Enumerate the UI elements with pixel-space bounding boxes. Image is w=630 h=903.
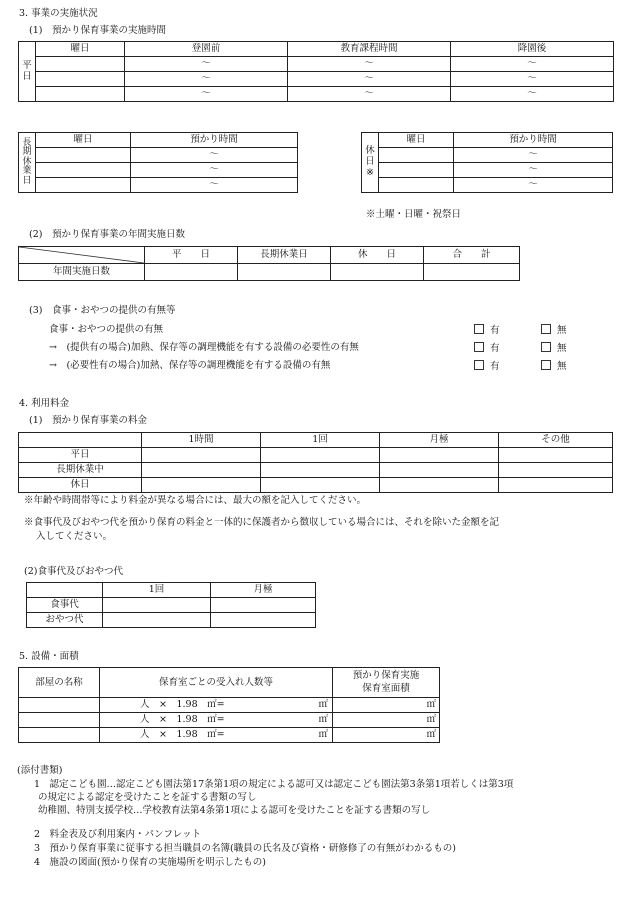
meal-fee-corner — [27, 583, 103, 598]
day-cell[interactable] — [36, 57, 125, 72]
fee-cell[interactable] — [261, 448, 380, 463]
day-cell[interactable] — [36, 148, 131, 163]
attachments-title: (添付書類) — [17, 765, 63, 776]
meal-row-2-yes[interactable]: 有 — [474, 342, 500, 354]
tilde-cell[interactable]: 〜 — [288, 72, 451, 87]
col-hours: 預かり時間 — [131, 133, 298, 148]
tilde-cell[interactable]: 〜 — [131, 148, 298, 163]
attachment-1c: 幼稚園、特別支援学校…学校教育法第4条第1項による認可を受けたことを証する書類の写し — [38, 805, 431, 816]
day-cell[interactable] — [36, 72, 125, 87]
col-1hour: 1時間 — [142, 433, 261, 448]
section-4-2-title: (2)食事代及びおやつ代 — [24, 566, 123, 577]
fee-note-2b: 入してください。 — [36, 531, 113, 542]
col-hours: 預かり時間 — [454, 133, 613, 148]
room-name-cell[interactable] — [19, 728, 100, 743]
col-day: 曜日 — [379, 133, 454, 148]
col-once: 1回 — [261, 433, 380, 448]
meal-row-2-label: → (提供有の場合)加熱、保存等の調理機能を有する設備の必要性の有無 — [49, 342, 359, 353]
fee-cell[interactable] — [499, 448, 613, 463]
col-school-hours: 教育課程時間 — [288, 42, 451, 57]
section-3-title: 3. 事業の実施状況 — [19, 8, 98, 19]
fee-cell[interactable] — [380, 463, 499, 478]
fee-cell[interactable] — [103, 613, 211, 628]
row-weekday: 平日 — [19, 448, 142, 463]
tilde-cell[interactable]: 〜 — [454, 148, 613, 163]
day-cell[interactable] — [36, 87, 125, 102]
col-total: 合 計 — [424, 247, 520, 264]
day-cell[interactable] — [379, 178, 454, 193]
col-monthly: 月極 — [380, 433, 499, 448]
long-holiday-table — [18, 132, 298, 193]
checkbox-icon[interactable] — [474, 342, 484, 352]
tilde-cell[interactable]: 〜 — [454, 178, 613, 193]
col-area: 預かり保育実施 保育室面積 — [333, 668, 440, 698]
col-other: その他 — [499, 433, 613, 448]
attachment-2: 2 料金表及び利用案内・パンフレット — [34, 829, 202, 840]
area-cell[interactable]: ㎡ — [333, 713, 440, 728]
checkbox-icon[interactable] — [541, 324, 551, 334]
section-3-1-title: (1) 預かり保育事業の実施時間 — [29, 25, 166, 36]
col-long-holiday: 長期休業日 — [238, 247, 331, 264]
fee-cell[interactable] — [103, 598, 211, 613]
tilde-cell[interactable]: 〜 — [451, 72, 614, 87]
tilde-cell[interactable]: 〜 — [131, 178, 298, 193]
row-holiday: 休日 — [19, 478, 142, 493]
tilde-cell[interactable]: 〜 — [451, 57, 614, 72]
tilde-cell[interactable]: 〜 — [125, 87, 288, 102]
col-day: 曜日 — [36, 42, 125, 57]
tilde-cell[interactable]: 〜 — [454, 163, 613, 178]
meal-row-3-no[interactable]: 無 — [541, 360, 567, 372]
section-3-3-title: (3) 食事・おやつの提供の有無等 — [29, 305, 176, 316]
section-5-title: 5. 設備・面積 — [19, 651, 79, 662]
day-cell[interactable] — [36, 163, 131, 178]
day-cell[interactable] — [379, 148, 454, 163]
attachment-1a: 1 認定こども園…認定こども園法第17条第1項の規定による認可又は認定こども園法第3条第1項若しくは第3項 — [34, 779, 514, 790]
fee-cell[interactable] — [261, 478, 380, 493]
checkbox-icon[interactable] — [474, 360, 484, 370]
tilde-cell[interactable]: 〜 — [131, 163, 298, 178]
capacity-cell[interactable]: 人 × 1.98 ㎡= ㎡ — [100, 713, 333, 728]
fee-cell[interactable] — [142, 448, 261, 463]
fee-cell[interactable] — [142, 463, 261, 478]
capacity-cell[interactable]: 人 × 1.98 ㎡= ㎡ — [100, 698, 333, 713]
long-holiday-side-label: 長 期 休 業 日 — [19, 133, 36, 193]
attachment-4: 4 施設の図面(預かり保育の実施場所を明示したもの) — [34, 857, 266, 868]
weekday-side-label: 平 日 — [19, 42, 36, 102]
section-4-title: 4. 利用料金 — [19, 398, 70, 409]
tilde-cell[interactable]: 〜 — [288, 87, 451, 102]
col-day: 曜日 — [36, 133, 131, 148]
area-cell[interactable]: ㎡ — [333, 698, 440, 713]
row-label: 年間実施日数 — [19, 264, 145, 281]
holiday-side-label: 休 日 ※ — [362, 133, 379, 193]
days-holiday-cell[interactable] — [331, 264, 424, 281]
meal-row-1-yes[interactable]: 有 — [474, 324, 500, 336]
holiday-table — [361, 132, 613, 193]
room-name-cell[interactable] — [19, 698, 100, 713]
meal-row-3-yes[interactable]: 有 — [474, 360, 500, 372]
day-cell[interactable] — [379, 163, 454, 178]
attachment-1b: の規定による認定を受けたことを証する書類の写し — [38, 792, 257, 803]
fee-table — [18, 432, 613, 493]
annual-days-table — [18, 246, 520, 281]
area-cell[interactable]: ㎡ — [333, 728, 440, 743]
facility-table — [18, 667, 440, 743]
col-monthly: 月極 — [211, 583, 316, 598]
fee-cell[interactable] — [211, 598, 316, 613]
tilde-cell[interactable]: 〜 — [125, 57, 288, 72]
col-capacity: 保育室ごとの受入れ人数等 — [100, 668, 333, 698]
fee-note-2a: ※食事代及びおやつ代を預かり保育の料金と一体的に保護者から徴収している場合には、それを除いた金額を記 — [24, 517, 500, 528]
fee-corner — [19, 433, 142, 448]
col-holiday: 休 日 — [331, 247, 424, 264]
row-meal: 食事代 — [27, 598, 103, 613]
days-total-cell[interactable] — [424, 264, 520, 281]
col-after: 降園後 — [451, 42, 614, 57]
checkbox-icon[interactable] — [541, 342, 551, 352]
diagonal-line — [19, 247, 144, 263]
days-long-cell[interactable] — [238, 264, 331, 281]
tilde-cell[interactable]: 〜 — [451, 87, 614, 102]
col-before: 登園前 — [125, 42, 288, 57]
attachment-3: 3 預かり保育事業に従事する担当職員の名簿(職員の氏名及び資格・研修修了の有無がわかるもの) — [34, 843, 456, 854]
fee-cell[interactable] — [261, 463, 380, 478]
section-3-2-title: (2) 預かり保育事業の年間実施日数 — [29, 229, 185, 240]
fee-cell[interactable] — [380, 448, 499, 463]
capacity-cell[interactable]: 人 × 1.98 ㎡= ㎡ — [100, 728, 333, 743]
fee-cell[interactable] — [499, 463, 613, 478]
col-weekday: 平 日 — [145, 247, 238, 264]
day-cell[interactable] — [36, 178, 131, 193]
meal-row-1-label: 食事・おやつの提供の有無 — [49, 324, 164, 335]
fee-cell[interactable] — [499, 478, 613, 493]
col-once: 1回 — [103, 583, 211, 598]
days-weekday-cell[interactable] — [145, 264, 238, 281]
section-4-1-title: (1) 預かり保育事業の料金 — [29, 415, 147, 426]
col-room-name: 部屋の名称 — [19, 668, 100, 698]
row-snack: おやつ代 — [27, 613, 103, 628]
weekday-hours-table — [18, 41, 614, 102]
tilde-cell[interactable]: 〜 — [125, 72, 288, 87]
meal-row-3-label: → (必要性有の場合)加熱、保存等の調理機能を有する設備の有無 — [49, 360, 331, 371]
checkbox-icon[interactable] — [474, 324, 484, 334]
holiday-note: ※土曜・日曜・祝祭日 — [366, 209, 462, 220]
meal-row-2-no[interactable]: 無 — [541, 342, 567, 354]
fee-note-1: ※年齢や時間帯等により料金が異なる場合には、最大の額を記入してください。 — [24, 495, 367, 506]
room-name-cell[interactable] — [19, 713, 100, 728]
fee-cell[interactable] — [211, 613, 316, 628]
fee-cell[interactable] — [142, 478, 261, 493]
fee-cell[interactable] — [380, 478, 499, 493]
meal-row-1-no[interactable]: 無 — [541, 324, 567, 336]
diagonal-cell — [19, 247, 145, 264]
tilde-cell[interactable]: 〜 — [288, 57, 451, 72]
row-long-holiday: 長期休業中 — [19, 463, 142, 478]
checkbox-icon[interactable] — [541, 360, 551, 370]
meal-fee-table — [26, 582, 316, 628]
